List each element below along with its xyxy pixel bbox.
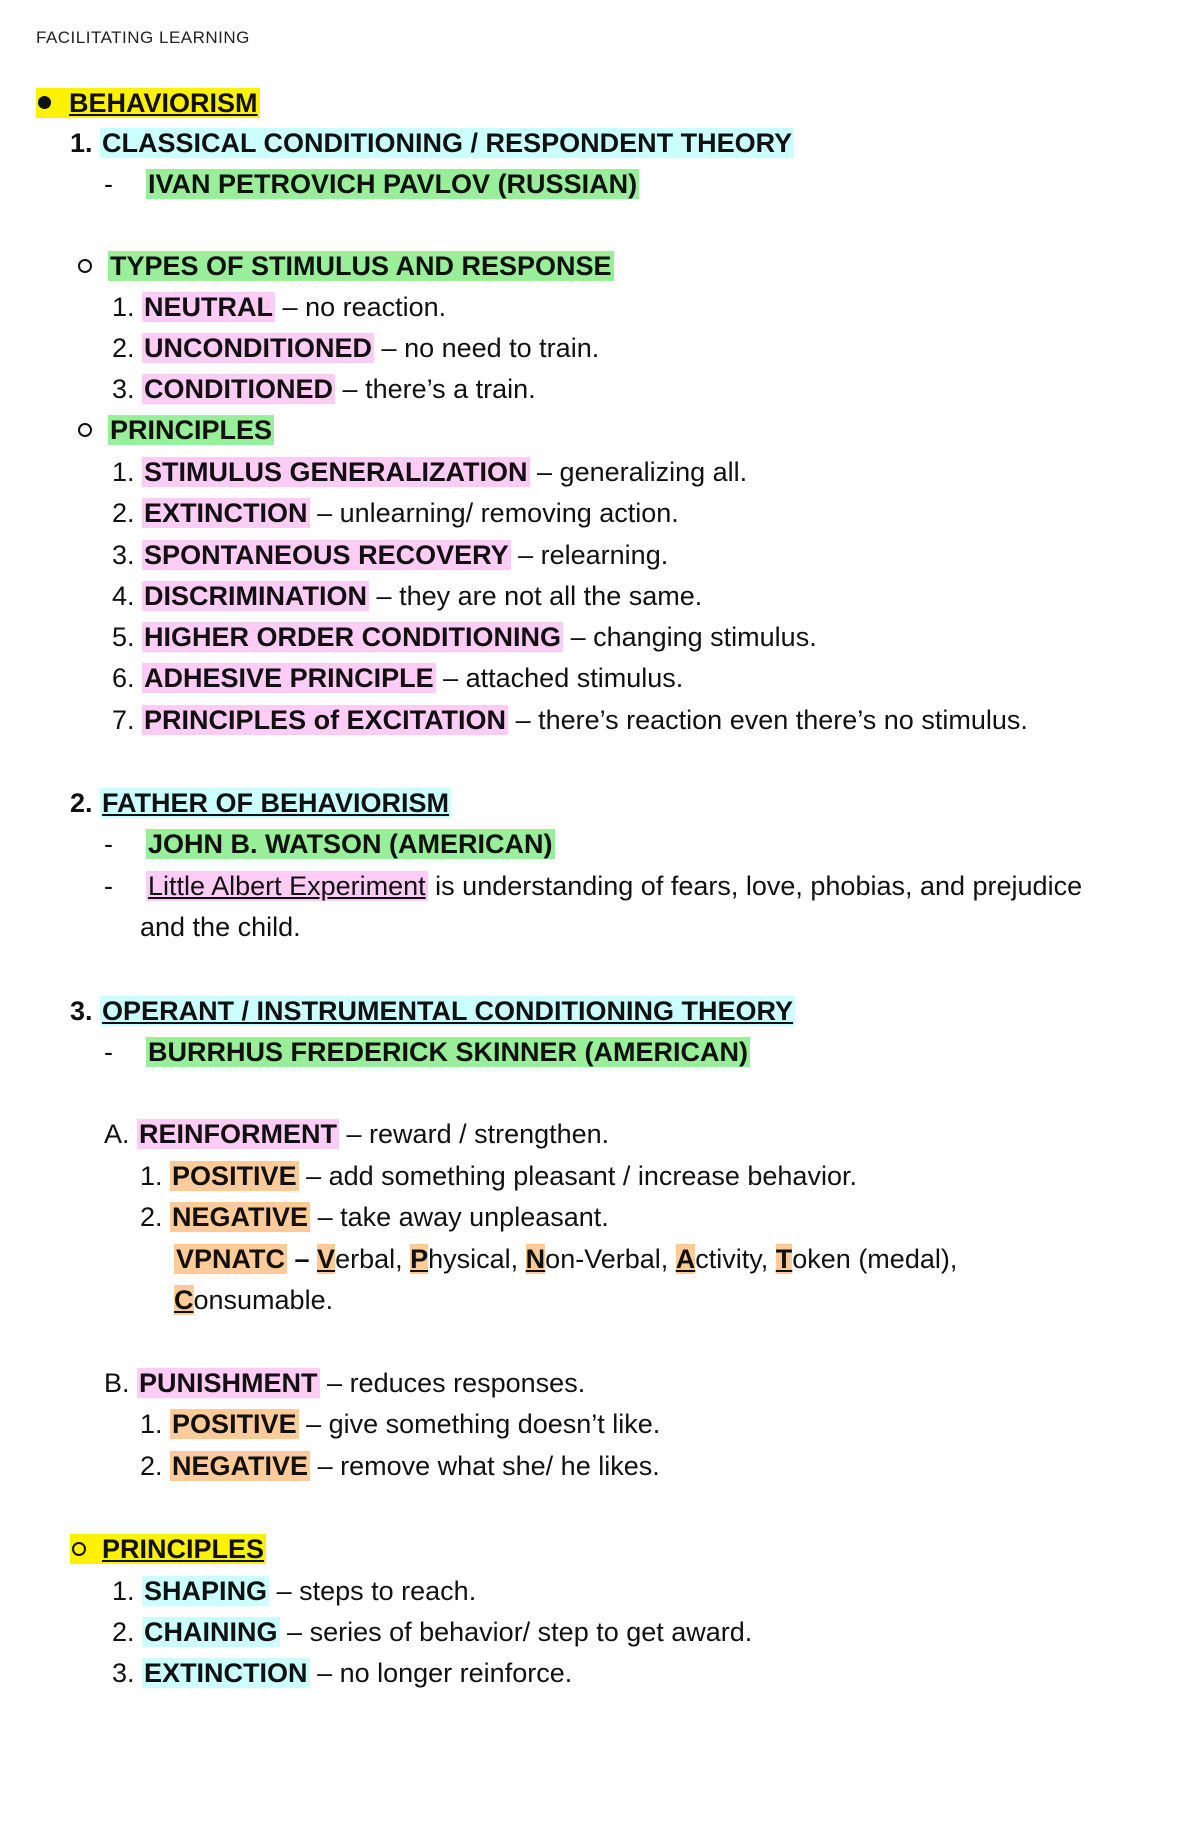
term-negative: NEGATIVE <box>172 1202 309 1232</box>
word-rest: erbal, <box>335 1244 411 1274</box>
types-item <box>112 290 446 324</box>
section-2-person <box>104 827 555 861</box>
list-number: 2. <box>112 498 135 528</box>
bullet-circle-icon <box>78 423 92 437</box>
principle-item <box>112 496 679 530</box>
section-3-title: OPERANT / INSTRUMENTAL CONDITIONING THEORY <box>102 996 794 1026</box>
dash-marker: - <box>104 1037 113 1067</box>
term-neutral: NEUTRAL <box>144 292 274 322</box>
term-desc: – series of behavior/ step to get award. <box>279 1617 753 1647</box>
term-desc: – steps to reach. <box>269 1576 477 1606</box>
list-number: 2. <box>112 333 135 363</box>
experiment-line <box>104 869 1082 903</box>
dash-marker: - <box>104 829 113 859</box>
term-desc: – generalizing all. <box>529 457 748 487</box>
list-number: 2. <box>112 1617 135 1647</box>
term-positive: POSITIVE <box>172 1409 297 1439</box>
term-spontaneous-recovery: SPONTANEOUS RECOVERY <box>144 540 509 570</box>
list-number: 2. <box>140 1202 163 1232</box>
term-extinction-2: EXTINCTION <box>144 1658 308 1688</box>
word-rest: onsumable. <box>193 1285 334 1315</box>
term-extinction: EXTINCTION <box>144 498 308 528</box>
principles-title: PRINCIPLES <box>110 415 273 445</box>
term-desc: – give something doesn’t like. <box>298 1409 661 1439</box>
page-header: FACILITATING LEARNING <box>36 28 250 47</box>
term-desc: – no reaction. <box>275 292 447 322</box>
list-number: 1. <box>112 457 135 487</box>
principle-item <box>112 538 668 572</box>
vpnatc-line <box>174 1242 957 1276</box>
word-rest: ctivity, <box>695 1244 776 1274</box>
types-heading <box>78 249 614 283</box>
list-number: 2. <box>140 1451 163 1481</box>
word-rest: on-Verbal, <box>545 1244 676 1274</box>
section-1-number: 1. <box>70 128 93 158</box>
bullet-circle-icon <box>78 259 92 273</box>
types-title: TYPES OF STIMULUS AND RESPONSE <box>110 251 612 281</box>
bullet-dot-icon <box>38 96 51 109</box>
principle-item <box>112 661 683 695</box>
watson-name: JOHN B. WATSON (AMERICAN) <box>148 829 553 859</box>
letter-n: N <box>525 1244 546 1274</box>
term-desc: – there’s a train. <box>335 374 536 404</box>
reinforcement-item <box>140 1200 609 1234</box>
term-higher-order-conditioning: HIGHER ORDER CONDITIONING <box>144 622 562 652</box>
term-desc: – relearning. <box>510 540 669 570</box>
principle-item <box>112 620 817 654</box>
section-2-title: FATHER OF BEHAVIORISM <box>102 788 450 818</box>
skinner-name: BURRHUS FREDERICK SKINNER (AMERICAN) <box>148 1037 749 1067</box>
list-number: 7. <box>112 705 135 735</box>
punishment-heading <box>104 1366 585 1400</box>
experiment-desc: is understanding of fears, love, phobias, and prejudice <box>427 871 1083 901</box>
word-rest: oken (medal), <box>792 1244 958 1274</box>
vpnatc-line-2 <box>174 1283 333 1317</box>
term-reinforment: REINFORMENT <box>139 1119 338 1149</box>
term-desc: – no longer reinforce. <box>309 1658 573 1688</box>
term-vpnatc: VPNATC <box>176 1244 286 1274</box>
types-item <box>112 331 599 365</box>
term-desc: – there’s reaction even there’s no stimulus. <box>508 705 1028 735</box>
term-desc: – changing stimulus. <box>563 622 817 652</box>
bullet-circle-icon <box>72 1542 86 1556</box>
section-3-person <box>104 1035 750 1069</box>
term-desc: – attached stimulus. <box>435 663 684 693</box>
section-2-heading <box>70 786 451 820</box>
list-number: 3. <box>112 374 135 404</box>
term-negative: NEGATIVE <box>172 1451 309 1481</box>
types-item <box>112 372 536 406</box>
separator: – <box>287 1244 318 1274</box>
little-albert-experiment: Little Albert Experiment <box>148 871 426 901</box>
list-number: 6. <box>112 663 135 693</box>
letter-t: T <box>775 1244 793 1274</box>
principle-2-item <box>112 1656 572 1690</box>
term-desc: – they are not all the same. <box>369 581 703 611</box>
list-number: 3. <box>112 540 135 570</box>
term-positive: POSITIVE <box>172 1161 297 1191</box>
reinforcement-heading <box>104 1117 609 1151</box>
term-adhesive-principle: ADHESIVE PRINCIPLE <box>144 663 434 693</box>
list-number: 5. <box>112 622 135 652</box>
list-letter: A. <box>104 1119 130 1149</box>
list-number: 1. <box>140 1409 163 1439</box>
section-3-number: 3. <box>70 996 93 1026</box>
term-desc: – no need to train. <box>374 333 600 363</box>
section-2-number: 2. <box>70 788 93 818</box>
behaviorism-heading <box>36 86 260 120</box>
term-chaining: CHAINING <box>144 1617 278 1647</box>
term-stimulus-generalization: STIMULUS GENERALIZATION <box>144 457 528 487</box>
experiment-desc-cont: and the child. <box>140 912 301 942</box>
principle-2-item <box>112 1615 752 1649</box>
term-conditioned: CONDITIONED <box>144 374 334 404</box>
dash-marker: - <box>104 871 113 901</box>
letter-c: C <box>174 1285 194 1315</box>
section-1-person <box>104 167 639 201</box>
word-rest: hysical, <box>428 1244 526 1274</box>
experiment-line-2 <box>140 910 301 944</box>
term-desc: – unlearning/ removing action. <box>309 498 679 528</box>
letter-a: A <box>675 1244 696 1274</box>
behaviorism-title: BEHAVIORISM <box>69 88 258 118</box>
section-1-heading <box>70 126 794 160</box>
letter-p: P <box>410 1244 429 1274</box>
section-3-heading <box>70 994 795 1028</box>
list-letter: B. <box>104 1368 130 1398</box>
principles-2-heading <box>70 1532 266 1566</box>
term-punishment: PUNISHMENT <box>139 1368 318 1398</box>
list-number: 1. <box>140 1161 163 1191</box>
behaviorism-highlight <box>36 88 260 118</box>
principles-2-highlight <box>70 1534 266 1564</box>
term-desc: – reduces responses. <box>319 1368 586 1398</box>
list-number: 3. <box>112 1658 135 1688</box>
section-1-title: CLASSICAL CONDITIONING / RESPONDENT THEORY <box>102 128 793 158</box>
term-desc: – take away unpleasant. <box>310 1202 609 1232</box>
principle-item <box>112 703 1028 737</box>
list-number: 1. <box>112 292 135 322</box>
pavlov-name: IVAN PETROVICH PAVLOV (RUSSIAN) <box>148 169 638 199</box>
letter-v: V <box>317 1244 336 1274</box>
term-discrimination: DISCRIMINATION <box>144 581 368 611</box>
principle-item <box>112 455 747 489</box>
term-desc: – remove what she/ he likes. <box>310 1451 660 1481</box>
term-desc: – reward / strengthen. <box>339 1119 610 1149</box>
principles-heading <box>78 413 274 447</box>
term-shaping: SHAPING <box>144 1576 268 1606</box>
principles-2-title: PRINCIPLES <box>102 1534 265 1564</box>
list-number: 4. <box>112 581 135 611</box>
term-principles-of-excitation: PRINCIPLES of EXCITATION <box>144 705 507 735</box>
punishment-item <box>140 1449 660 1483</box>
principle-item <box>112 579 702 613</box>
principle-2-item <box>112 1574 476 1608</box>
dash-marker: - <box>104 169 113 199</box>
term-desc: – add something pleasant / increase behavior. <box>298 1161 857 1191</box>
punishment-item <box>140 1407 660 1441</box>
reinforcement-item <box>140 1159 857 1193</box>
term-unconditioned: UNCONDITIONED <box>144 333 373 363</box>
list-number: 1. <box>112 1576 135 1606</box>
